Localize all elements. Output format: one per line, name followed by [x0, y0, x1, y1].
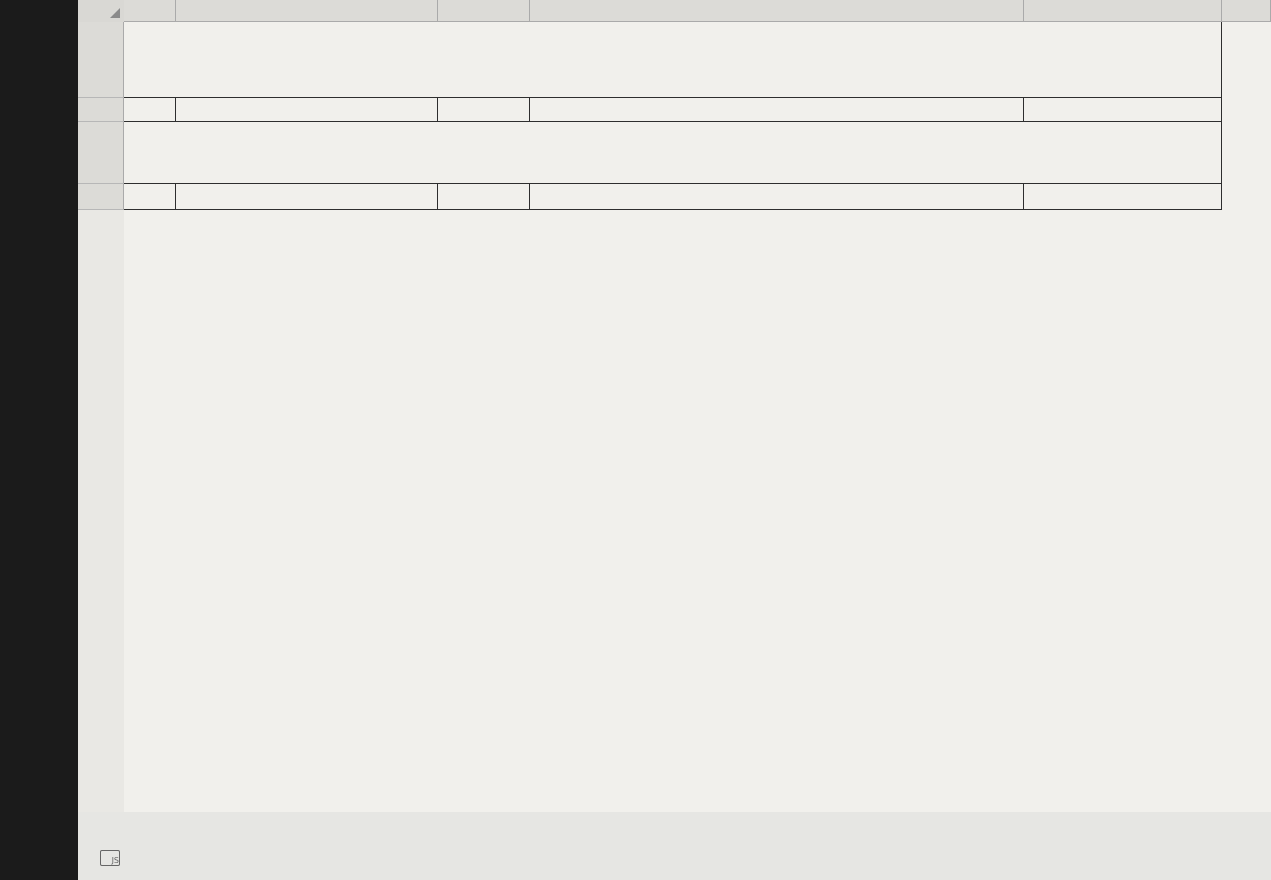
- header-code[interactable]: [1024, 98, 1222, 122]
- title-cell[interactable]: [124, 22, 1222, 98]
- sheet-tab-bar: [78, 812, 1271, 880]
- row-header[interactable]: [78, 98, 124, 122]
- row-header[interactable]: [78, 122, 124, 184]
- header-topic[interactable]: [530, 98, 1024, 122]
- column-header-a[interactable]: [124, 0, 176, 22]
- row-header[interactable]: [78, 22, 124, 98]
- header-name[interactable]: [438, 98, 530, 122]
- column-header-d[interactable]: [530, 0, 1024, 22]
- column-header-e[interactable]: [1024, 0, 1222, 22]
- column-header-f[interactable]: [1222, 0, 1271, 22]
- header-code[interactable]: [1024, 184, 1222, 210]
- header-seq[interactable]: [124, 98, 176, 122]
- sheet-grid[interactable]: [124, 22, 1271, 812]
- macro-status-icon[interactable]: JS: [100, 850, 120, 866]
- spreadsheet-window: [78, 0, 1271, 880]
- select-all-corner[interactable]: [78, 0, 125, 23]
- header-name[interactable]: [438, 184, 530, 210]
- header-seq[interactable]: [124, 184, 176, 210]
- header-unit[interactable]: [176, 184, 438, 210]
- row-header[interactable]: [78, 184, 124, 210]
- column-header-c[interactable]: [438, 0, 530, 22]
- section-title-cell[interactable]: [124, 122, 1222, 184]
- header-unit[interactable]: [176, 98, 438, 122]
- header-topic[interactable]: [530, 184, 1024, 210]
- column-header-b[interactable]: [176, 0, 438, 22]
